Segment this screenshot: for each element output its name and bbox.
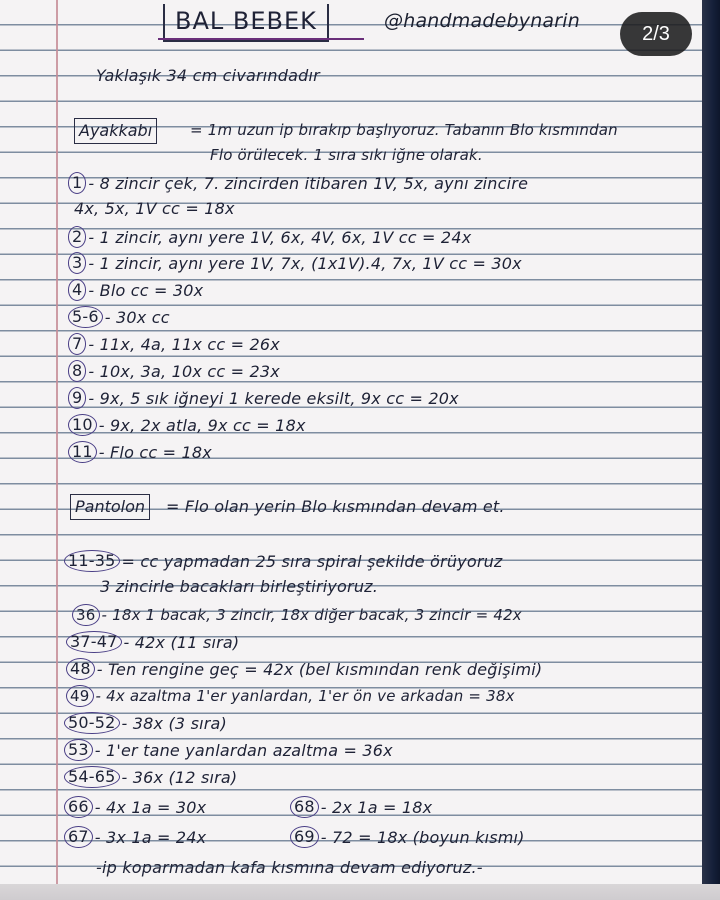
row-text: - 4x 1a = 30x xyxy=(94,797,207,817)
row-number: 3 xyxy=(68,252,86,274)
list-item xyxy=(100,577,378,596)
pants-desc: = Flo olan yerin Blo kısmından devam et. xyxy=(166,497,505,516)
list-item xyxy=(68,279,203,301)
row-text: 3 zincirle bacakları birleştiriyoruz. xyxy=(100,577,379,596)
list-item xyxy=(64,739,393,761)
row-number: 11-35 xyxy=(64,550,120,572)
row-text: = cc yapmadan 25 sıra spiral şekilde örüyoruz xyxy=(121,551,503,571)
list-item xyxy=(64,712,227,734)
list-item xyxy=(290,796,432,818)
page-title: BAL BEBEK xyxy=(163,4,329,42)
list-item xyxy=(66,685,515,707)
row-number: 9 xyxy=(68,387,86,409)
row-text: - 18x 1 bacak, 3 zincir, 18x diğer bacak, 3 zincir = 42x xyxy=(101,606,522,624)
list-item xyxy=(68,360,280,382)
row-number: 48 xyxy=(66,658,95,680)
list-item xyxy=(64,550,503,572)
author-handle: @handmadebynarin xyxy=(384,10,581,32)
margin-line xyxy=(56,0,58,884)
row-text: - 42x (11 sıra) xyxy=(123,632,240,652)
size-note: Yaklaşık 34 cm civarındadır xyxy=(96,66,320,85)
title-underline xyxy=(158,38,364,40)
row-number: 54-65 xyxy=(64,766,120,788)
row-number: 5-6 xyxy=(68,306,103,328)
list-item xyxy=(68,226,471,248)
row-text: - 2x 1a = 18x xyxy=(320,797,433,817)
list-item xyxy=(68,333,280,355)
list-item xyxy=(64,826,206,848)
row-number: 4 xyxy=(68,279,86,301)
row-text: - 72 = 18x (boyun kısmı) xyxy=(320,827,525,847)
row-text: - 10x, 3a, 10x cc = 23x xyxy=(88,361,280,381)
row-number: 8 xyxy=(68,360,86,382)
row-text: - 1 zincir, aynı yere 1V, 7x, (1x1V).4, 7x, 1V cc = 30x xyxy=(88,253,522,273)
list-item xyxy=(68,172,528,194)
row-text: - 38x (3 sıra) xyxy=(121,713,227,733)
row-text: - 11x, 4a, 11x cc = 26x xyxy=(88,334,280,354)
row-text: - Ten rengine geç = 42x (bel kısmından renk değişimi) xyxy=(96,659,543,679)
row-number: 1 xyxy=(68,172,86,194)
list-item xyxy=(72,604,522,626)
row-text: - 36x (12 sıra) xyxy=(121,767,238,787)
row-text: - Blo cc = 30x xyxy=(88,280,204,300)
row-number: 53 xyxy=(64,739,93,761)
row-number: 2 xyxy=(68,226,86,248)
shoe-desc-2: Flo örülecek. 1 sıra sıkı iğne olarak. xyxy=(210,146,483,164)
list-item xyxy=(68,306,170,328)
row-text: - 4x azaltma 1'er yanlardan, 1'er ön ve arkadan = 38x xyxy=(95,687,515,705)
row-text: - 9x, 5 sık iğneyi 1 kerede eksilt, 9x cc = 20x xyxy=(88,388,459,408)
row-number: 67 xyxy=(64,826,93,848)
row-number: 37-47 xyxy=(66,631,122,653)
list-item xyxy=(68,414,306,436)
list-item xyxy=(66,631,239,653)
row-number: 69 xyxy=(290,826,319,848)
list-item xyxy=(68,387,459,409)
row-text: - 3x 1a = 24x xyxy=(94,827,207,847)
list-item xyxy=(68,252,522,274)
shoe-desc-1: = 1m uzun ip bırakıp başlıyoruz. Tabanın Blo kısmından xyxy=(190,121,618,139)
row-text: 4x, 5x, 1V cc = 18x xyxy=(74,199,235,218)
row-number: 10 xyxy=(68,414,97,436)
row-number: 50-52 xyxy=(64,712,120,734)
row-number: 68 xyxy=(290,796,319,818)
row-text: - 30x cc xyxy=(104,307,170,327)
list-item xyxy=(64,766,237,788)
row-number: 11 xyxy=(68,441,97,463)
page-bottom-edge xyxy=(0,884,720,900)
list-item xyxy=(68,441,212,463)
list-item xyxy=(64,796,206,818)
row-number: 49 xyxy=(66,685,94,707)
row-number: 36 xyxy=(72,604,100,626)
row-number: 66 xyxy=(64,796,93,818)
section-label-shoe: Ayakkabı xyxy=(74,118,157,144)
notebook-cover-edge xyxy=(702,0,720,900)
row-text: - 1'er tane yanlardan azaltma = 36x xyxy=(94,740,393,760)
list-item xyxy=(66,658,542,680)
page-counter-badge: 2/3 xyxy=(620,12,692,56)
list-item xyxy=(74,199,235,218)
closing-note: -ip koparmadan kafa kısmına devam ediyoruz.- xyxy=(96,858,483,877)
row-text: - 9x, 2x atla, 9x cc = 18x xyxy=(98,415,306,435)
row-text: - 1 zincir, aynı yere 1V, 6x, 4V, 6x, 1V cc = 24x xyxy=(88,227,472,247)
list-item xyxy=(290,826,525,848)
row-text: - Flo cc = 18x xyxy=(98,442,212,462)
row-number: 7 xyxy=(68,333,86,355)
row-text: - 8 zincir çek, 7. zincirden itibaren 1V, 5x, aynı zincire xyxy=(88,173,529,193)
section-label-pants: Pantolon xyxy=(70,494,150,520)
